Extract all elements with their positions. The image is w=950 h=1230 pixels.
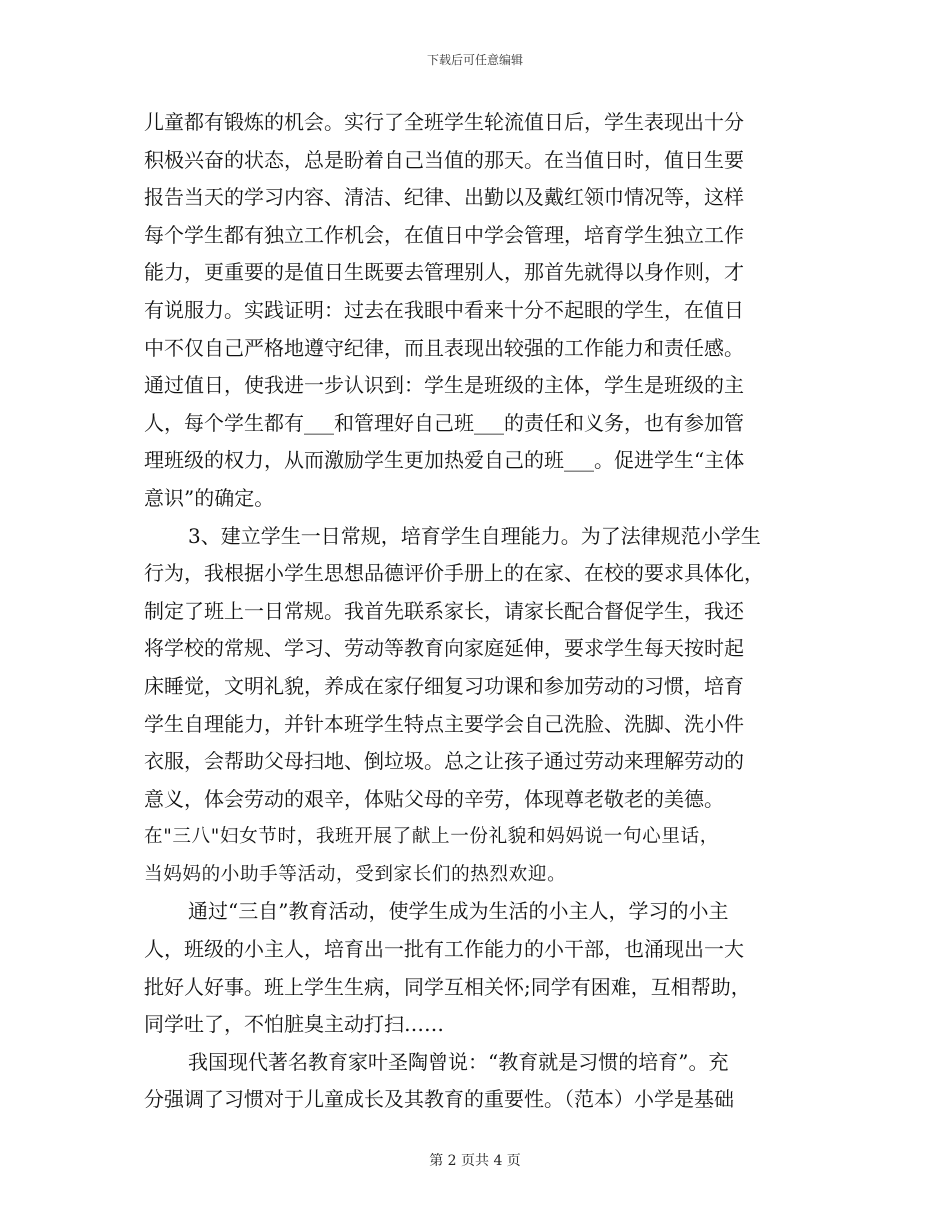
page-header: 下载后可任意编辑 bbox=[426, 53, 523, 67]
text-line: 行为，我根据小学生思想品德评价手册上的在家、在校的要求具体化， bbox=[144, 561, 764, 586]
paragraph-start-line: 通过“三自”教育活动，使学生成为生活的小主人，学习的小主 bbox=[188, 899, 729, 924]
document-body bbox=[144, 104, 804, 1119]
text-line: 报告当天的学习内容、清洁、纪律、出勤以及戴红领巾情况等，这样 bbox=[144, 185, 744, 210]
text-line: 有说服力。实践证明：过去在我眼中看来十分不起眼的学生，在值日 bbox=[144, 297, 744, 322]
text-line: 衣服，会帮助父母扫地、倒垃圾。总之让孩子通过劳动来理解劳动的 bbox=[144, 749, 744, 774]
text-line: 中不仅自己严格地遵守纪律，而且表现出较强的工作能力和责任感。 bbox=[144, 335, 744, 360]
text-line: 人，班级的小主人，培育出一批有工作能力的小干部，也涌现出一大 bbox=[144, 937, 744, 962]
text-line: 积极兴奋的状态，总是盼着自己当值的那天。在当值日时，值日生要 bbox=[144, 147, 744, 172]
text-line: 床睡觉，文明礼貌，养成在家仔细复习功课和参加劳动的习惯，培育 bbox=[144, 673, 744, 698]
text-line: 通过值日，使我进一步认识到：学生是班级的主体，学生是班级的主 bbox=[144, 373, 744, 398]
text-line: 能力，更重要的是值日生既要去管理别人，那首先就得以身作则，才 bbox=[144, 260, 744, 285]
text-line: 学生自理能力，并针本班学生特点主要学会自己洗脸、洗脚、洗小件 bbox=[144, 711, 744, 736]
text-line: 制定了班上一日常规。我首先联系家长，请家长配合督促学生，我还 bbox=[144, 598, 744, 623]
text-line: 分强调了习惯对于儿童成长及其教育的重要性。（范本）小学是基础 bbox=[144, 1087, 734, 1112]
text-line: 批好人好事。班上学生生病，同学互相关怀;同学有困难，互相帮助， bbox=[144, 974, 751, 999]
paragraph-start-line: 我国现代著名教育家叶圣陶曾说：“教育就是习惯的培育”。充 bbox=[188, 1049, 729, 1074]
text-line: 当妈妈的小助手等活动，受到家长们的热烈欢迎。 bbox=[144, 863, 567, 885]
paragraph-start-line: 3、建立学生一日常规，培育学生自理能力。为了法律规范小学生 bbox=[188, 523, 761, 548]
text-line: 每个学生都有独立工作机会，在值日中学会管理，培育学生独立工作 bbox=[144, 222, 744, 247]
text-line: 在"三八"妇女节时，我班开展了献上一份礼貌和妈妈说一句心里话， bbox=[144, 826, 719, 848]
text-line: 同学吐了，不怕脏臭主动打扫…… bbox=[144, 1012, 444, 1037]
text-line: 意识”的确定。 bbox=[144, 485, 275, 510]
text-line: 将学校的常规、学习、劳动等教育向家庭延伸，要求学生每天按时起 bbox=[144, 636, 744, 661]
text-line: 意义，体会劳动的艰辛，体贴父母的辛劳，体现尊老敬老的美德。 bbox=[144, 786, 724, 811]
text-line: 人，每个学生都有___和管理好自己班___的责任和义务，也有参加管 bbox=[144, 410, 744, 435]
page-footer: 第 2 页共 4 页 bbox=[429, 1153, 521, 1169]
text-line: 儿童都有锻炼的机会。实行了全班学生轮流值日后，学生表现出十分 bbox=[144, 110, 744, 134]
text-line: 理班级的权力，从而激励学生更加热爱自己的班___。促进学生“主体 bbox=[144, 448, 745, 473]
